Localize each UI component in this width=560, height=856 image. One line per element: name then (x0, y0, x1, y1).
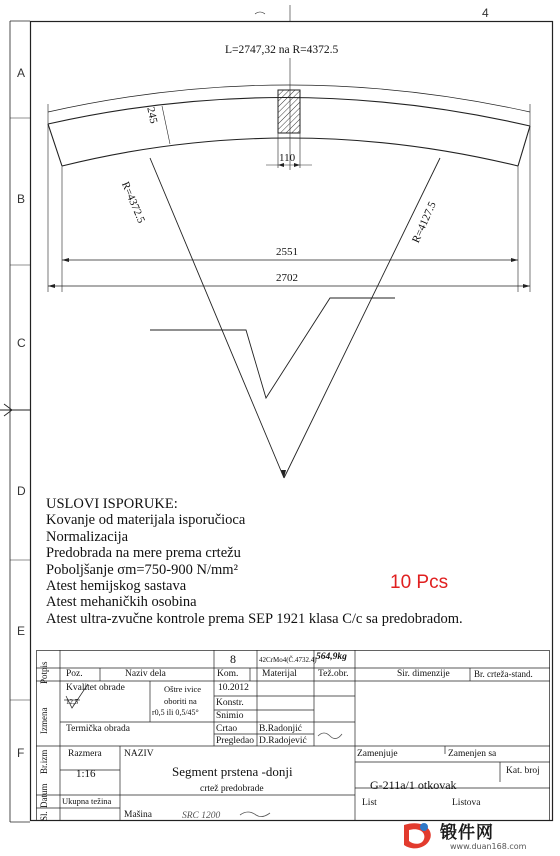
role-snimio: Snimio (216, 711, 244, 721)
listova-label: Listova (452, 798, 481, 808)
razmera-value: 1:16 (76, 768, 96, 780)
zone-label-f: F (17, 746, 25, 760)
part-title: Segment prstena -donji (172, 764, 293, 779)
slot-section-hatch (278, 90, 300, 133)
header-tez-obr: Tež.obr. (318, 669, 349, 679)
header-sir-dimenzije: Sir. dimenzije (397, 669, 450, 679)
role-crtao: Crtao (216, 724, 238, 734)
date-value: 10.2012 (218, 683, 249, 693)
slot-width-label: 110 (279, 152, 296, 164)
delivery-condition-line: Atest ultra-zvučne kontrole prema SEP 1921 klasa C/c sa predobradom. (46, 610, 463, 627)
delivery-condition-line: Poboljšanje σm=750-900 N/mm² (46, 561, 238, 578)
ostre-ivice-line: Oštre ivice (164, 684, 202, 694)
delivery-condition-line: Kovanje od materijala isporučioca (46, 512, 246, 529)
delivery-conditions (46, 496, 463, 627)
masina-handwritten: SRC 1200 (182, 811, 221, 821)
side-label-izmena: Izmena (39, 707, 49, 734)
termicka-obrada-label: Termička obrada (66, 724, 130, 734)
inner-radius-label: R=4127.5 (410, 199, 439, 245)
delivery-condition-line: Atest mehaničkih osobina (46, 594, 197, 611)
zone-label-a: A (17, 66, 26, 80)
razmera-label: Razmera (68, 749, 102, 759)
pregledao-name: D.Radojević (259, 736, 307, 746)
crtao-name: B.Radonjić (259, 724, 303, 734)
zone-label-e: E (17, 624, 26, 638)
header-kom: Kom. (217, 669, 239, 679)
roughness-value: 12,5 (66, 698, 79, 706)
side-label-br-izm: Br.izm (39, 749, 49, 774)
watermark-url: www.duan168.com (450, 842, 527, 851)
weight-handwritten: 564,9kg (316, 652, 347, 662)
zamenjuje-label: Zamenjuje (357, 749, 398, 759)
header-naziv-dela: Naziv dela (125, 669, 166, 679)
material-code: 42CrMo4(Č.4732.4) (259, 656, 317, 664)
kvalitet-obrade-label: Kvalitet obrade (66, 683, 125, 693)
zone-label-d: D (17, 484, 26, 498)
ukupna-tezina-label: Ukupna težina (62, 796, 112, 806)
delivery-condition-line: Predobrada na mere prema crtežu (46, 545, 241, 562)
ostre-ivice-line: oboriti na (164, 696, 197, 706)
side-label-datum: Datum (39, 783, 49, 808)
top-zone-number: 4 (482, 6, 489, 20)
chord-inner-label: 2551 (276, 246, 298, 258)
list-label: List (362, 798, 377, 808)
zone-label-c: C (17, 336, 26, 350)
watermark-logo-icon (400, 819, 436, 853)
naziv-label: NAZIV (124, 749, 154, 759)
header-br-crteza: Br. crteža-stand. (474, 669, 533, 679)
zone-label-b: B (17, 192, 26, 206)
arc-length-label: L=2747,32 na R=4372.5 (225, 44, 339, 56)
delivery-condition-line: Normalizacija (46, 528, 129, 545)
role-konstr: Konstr. (216, 698, 244, 708)
delivery-condition-line: Atest hemijskog sastava (46, 578, 187, 595)
watermark-text: 锻件网 (440, 823, 494, 843)
thickness-label: 245 (144, 106, 160, 125)
masina-label: Mašina (124, 810, 152, 820)
side-label-sl: Sl. (39, 811, 49, 821)
chord-outer-label: 2702 (276, 272, 298, 284)
role-pregledao: Pregledao (216, 736, 254, 746)
side-label-potpis: Potpis (39, 661, 49, 684)
quantity-annotation: 10 Pcs (390, 572, 449, 593)
drawing-number: G-211a/1 otkovak (370, 778, 457, 792)
header-poz: Poz. (66, 669, 83, 679)
ostre-ivice-line: r0,5 ili 0,5/45° (152, 708, 199, 717)
delivery-conditions-heading: USLOVI ISPORUKE: (46, 496, 178, 512)
kat-broj-label: Kat. broj (506, 766, 540, 776)
row-number: 8 (230, 652, 236, 666)
header-materijal: Materijal (262, 669, 297, 679)
zamenjen-sa-label: Zamenjen sa (448, 749, 497, 759)
outer-radius-label: R=4372.5 (118, 180, 148, 226)
part-subtitle: crtež predobrade (200, 784, 264, 794)
